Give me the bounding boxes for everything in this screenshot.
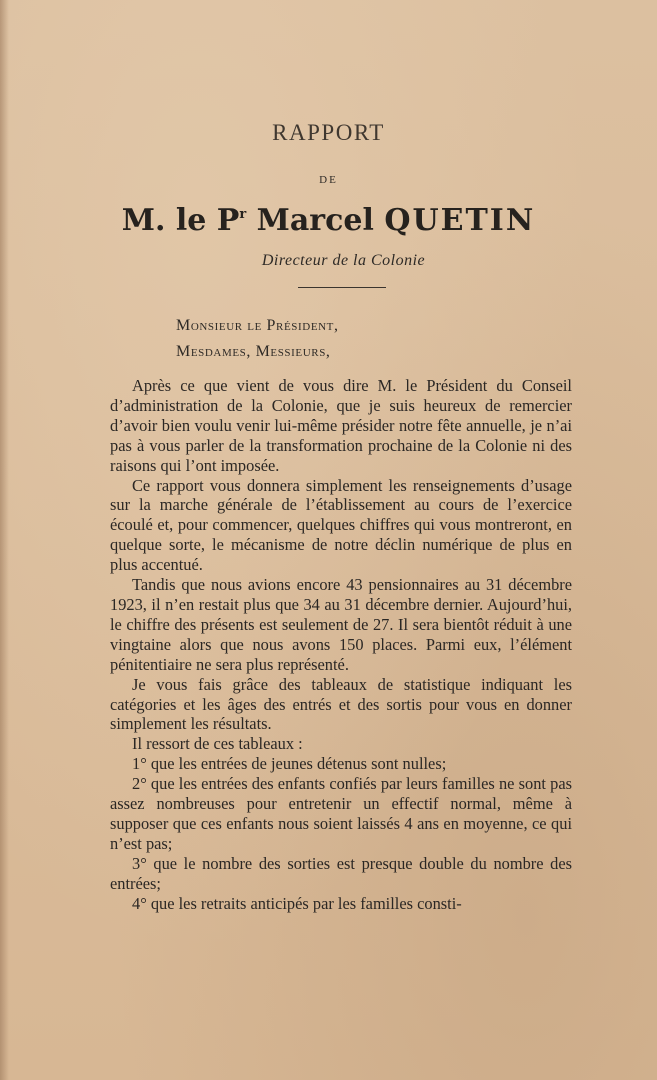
- author-m: M.: [121, 203, 166, 238]
- list-item-1: 1° que les entrées de jeunes détenus sont nulles;: [132, 754, 447, 774]
- paragraph-3: Tandis que nous avions encore 43 pensionnaires au 31 décembre 1923, il n’en restait plus que 34 au 31 décembre dernier. Aujourd’hui, le chiffre des présents est seulement de 27. Il sera bientôt réduit à une vingtaine alors que nous avons 150 places. Parmi eux, l’élément pénitentiaire ne sera plus représenté.: [110, 575, 572, 674]
- paragraph-1: Après ce que vient de vous dire M. le Président du Conseil d’administration de la Colonie, que je suis heureux de remercier d’avoir bien voulu venir lui-même présider notre fête annuelle, je n’ai pas à vous parler de la transformation prochaine de la Colonie ni des raisons qui l’ont imposée.: [110, 376, 572, 475]
- author-le: le: [175, 203, 207, 238]
- author-title-sup: r: [239, 207, 247, 222]
- report-body: [110, 376, 572, 913]
- salutation-line-1: Monsieur le Président,: [176, 317, 339, 334]
- paragraph-5: Il ressort de ces tableaux :: [132, 734, 303, 754]
- report-de: DE: [319, 174, 338, 186]
- paragraph-2: Ce rapport vous donnera simplement les renseignements d’usage sur la marche générale de l’établissement au cours de l’exercice écoulé et, pour commencer, quelques chiffres qui vous montreront, en quelque sorte, le mécanisme de notre déclin numérique de plus en plus accentué.: [110, 475, 572, 575]
- list-item-3: 3° que le nombre des sorties est presque double du nombre des entrées;: [110, 853, 572, 893]
- list-item-2: 2° que les entrées des enfants confiés par leurs familles ne sont pas assez nombreuses pour entretenir un effectif normal, même à supposer que ces enfants nous soient laissés 4 ans en moyenne, ce qui n’est pas;: [110, 774, 572, 853]
- salutation-line-2: Mesdames, Messieurs,: [176, 343, 331, 360]
- author-firstname: Marcel: [256, 203, 374, 238]
- author-title-p: P: [216, 203, 240, 238]
- report-title: RAPPORT: [272, 120, 385, 145]
- author-lastname: QUETIN: [384, 203, 536, 238]
- author-name: [0, 203, 657, 238]
- separator-rule: [298, 287, 386, 288]
- author-role: Directeur de la Colonie: [261, 252, 426, 269]
- page-edge-shadow: [0, 0, 9, 1080]
- author-title: [217, 203, 246, 238]
- paragraph-4: Je vous fais grâce des tableaux de statistique indiquant les catégories et les âges des entrés et des sortis pour vous en donner simplement les résultats.: [110, 674, 572, 734]
- list-item-4: 4° que les retraits anticipés par les familles consti-: [132, 893, 462, 913]
